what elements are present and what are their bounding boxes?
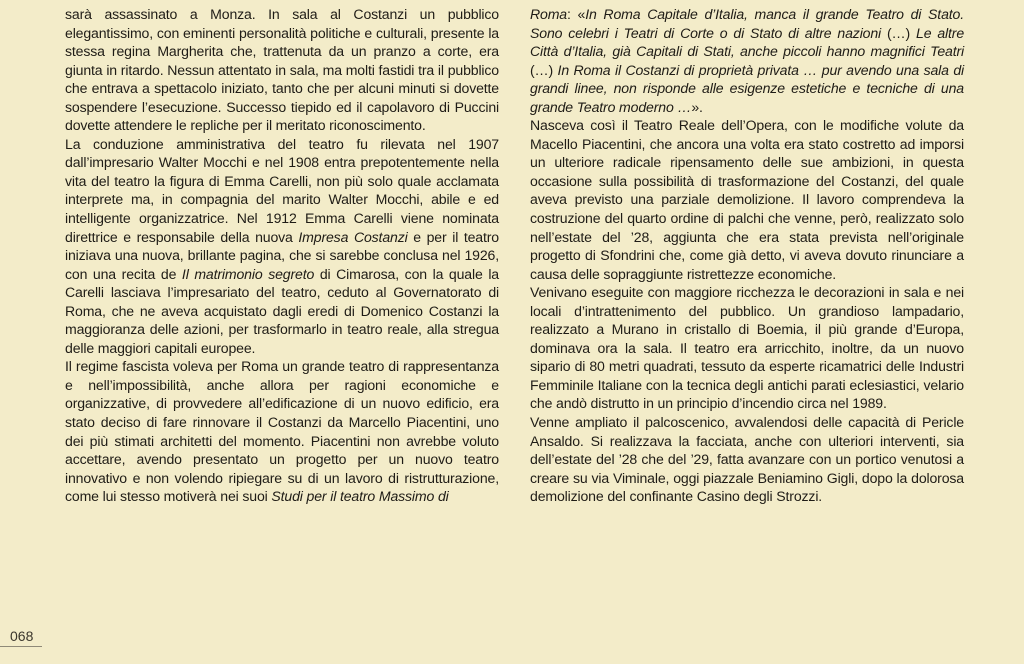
italic-text-run: Roma — [530, 6, 567, 22]
italic-text-run: Studi per il teatro Massimo di — [271, 488, 449, 505]
italic-text-run: In Roma Capitale d’Italia, manca il grande Teatro di Stato. Sono celebri i Teatri di Corte o di Stato di altre nazioni — [530, 6, 964, 41]
text-run: : « — [567, 6, 586, 22]
page-number: 068 — [10, 628, 34, 644]
paragraph-stage-facade: Venne ampliato il palcoscenico, avvalendosi delle capacità di Pericle Ansaldo. Si realizzava la facciata, anche con ulteriori interventi, sia dell’estate del ’28 che del ’29, fatta avanzare con un portico venutosi a creare su via Viminale, oggi piazzale Beniamino Gigli, dopo la dolorosa demolizione del confinante Casino degli Strozzi. — [530, 414, 964, 505]
text-run: e per il teatro iniziava una nuova, brillante pagina, che si sarebbe conclusa nel 1926, con una recita de — [65, 228, 499, 282]
italic-text-run: In Roma il Costanzi di proprietà privata … pur avendo una sala di grandi linee, non risponde alle esigenze estetiche e tecniche di una grande Teatro moderno … — [530, 61, 965, 115]
text-run: (…) — [881, 24, 916, 41]
right-text-column — [530, 5, 964, 506]
italic-text-run: Impresa Costanzi — [298, 228, 408, 245]
text-run: La conduzione amministrativa del teatro fu rilevata nel 1907 dall’impresario Walter Mocchi e nel 1908 entra prepotentemente nella vita del teatro la figura di Emma Carelli, non più solo quale acclamata interprete ma, in compagnia del marito Walter Mocchi, abile e ed intelligente organizzatrice. Nel 1912 Emma Carelli viene nominata direttrice e responsabile della nuova — [65, 135, 499, 245]
italic-text-run: Il matrimonio segreto — [181, 265, 315, 282]
text-run: (…) — [530, 61, 558, 78]
left-text-column — [65, 5, 499, 506]
paragraph-teatro-reale: Nasceva così il Teatro Reale dell’Opera, con le modifiche volute da Macello Piacentini, che ancora una volta era stato costretto ad imporsi un ulteriore radicale ripensamento delle sue ambizioni, in questa occasione sulla possibilità di trasformazione del Costanzi, del quale aveva previsto una parziale demolizione. Il lavoro comprendeva la costruzione del quarto ordine di palchi che venne, però, realizzato solo nell’estate del ’28, aggiunta che era stata prevista nell’originale progetto di Sfondrini che, come già detto, vi aveva dovuto rinunciare a causa delle sopraggiunte ristrettezze economiche. — [530, 117, 964, 282]
text-run: ». — [691, 98, 703, 115]
paragraph-decorations: Venivano eseguite con maggiore ricchezza le decorazioni in sala e nei locali d’intrattenimento del pubblico. Un grandioso lampadario, realizzato a Murano in cristallo di Boemia, il più grande d’Europa, dominava ora la sala. Il teatro era arricchito, inoltre, da un nuovo sipario di 80 metri quadrati, tessuto da esperte ricamatrici delle Industri Femminile Italiane con la tecnica degli antichi parati eclesiastici, velario che andò distrutto in un principio d’incendio circa nel 1989. — [530, 284, 964, 412]
paragraph-carelli-management — [65, 135, 499, 358]
paragraph-tosca-premiere: sarà assassinato a Monza. In sala al Costanzi un pubblico elegantissimo, con eminenti personalità politiche e culturali, presente la stessa regina Margherita che, trattenuta da un pranzo a corte, era giunta in ritardo. Nessun attentato in sala, ma molti fastidi tra il pubblico che entrava a spettacolo iniziato, tanto che per alcuni minuti si dovette sospendere l’esecuzione. Successo tiepido ed il capolavoro di Puccini dovette attendere le repliche per il meritato riconoscimento. — [65, 6, 499, 134]
text-run: Il regime fascista voleva per Roma un grande teatro di rappresentanza e nell’impossibilità, anche allora per ragioni economiche e organizzative, di provvedere all’edificazione di un nuovo edificio, era stato deciso di fare rinnovare il Costanzi da Marcello Piacentini, uno dei più stimati architetti del momento. Piacentini non avrebbe voluto accettare, avendo presentato un progetto per un nuovo teatro innovativo e non volendo ripiegare su di un lavoro di ristrutturazione, come lui stesso motiverà nei suoi — [65, 358, 499, 505]
paragraph-piacentini-quote — [530, 5, 964, 116]
text-run: di Cimarosa, con la quale la Carelli lasciava l’impresariato del teatro, ceduto al Governatorato di Roma, che ne aveva acquistato dagli eredi di Domenico Costanzi la maggioranza delle azioni, per trasformarlo in teatro reale, alla stregua delle maggiori capitali europee. — [65, 265, 499, 356]
italic-text-run: Le altre Città d’Italia, già Capitali di Stati, anche piccoli hanno magnifici Teatri — [530, 24, 965, 60]
page-number-rule — [0, 646, 42, 647]
paragraph-fascist-regime — [65, 357, 499, 505]
